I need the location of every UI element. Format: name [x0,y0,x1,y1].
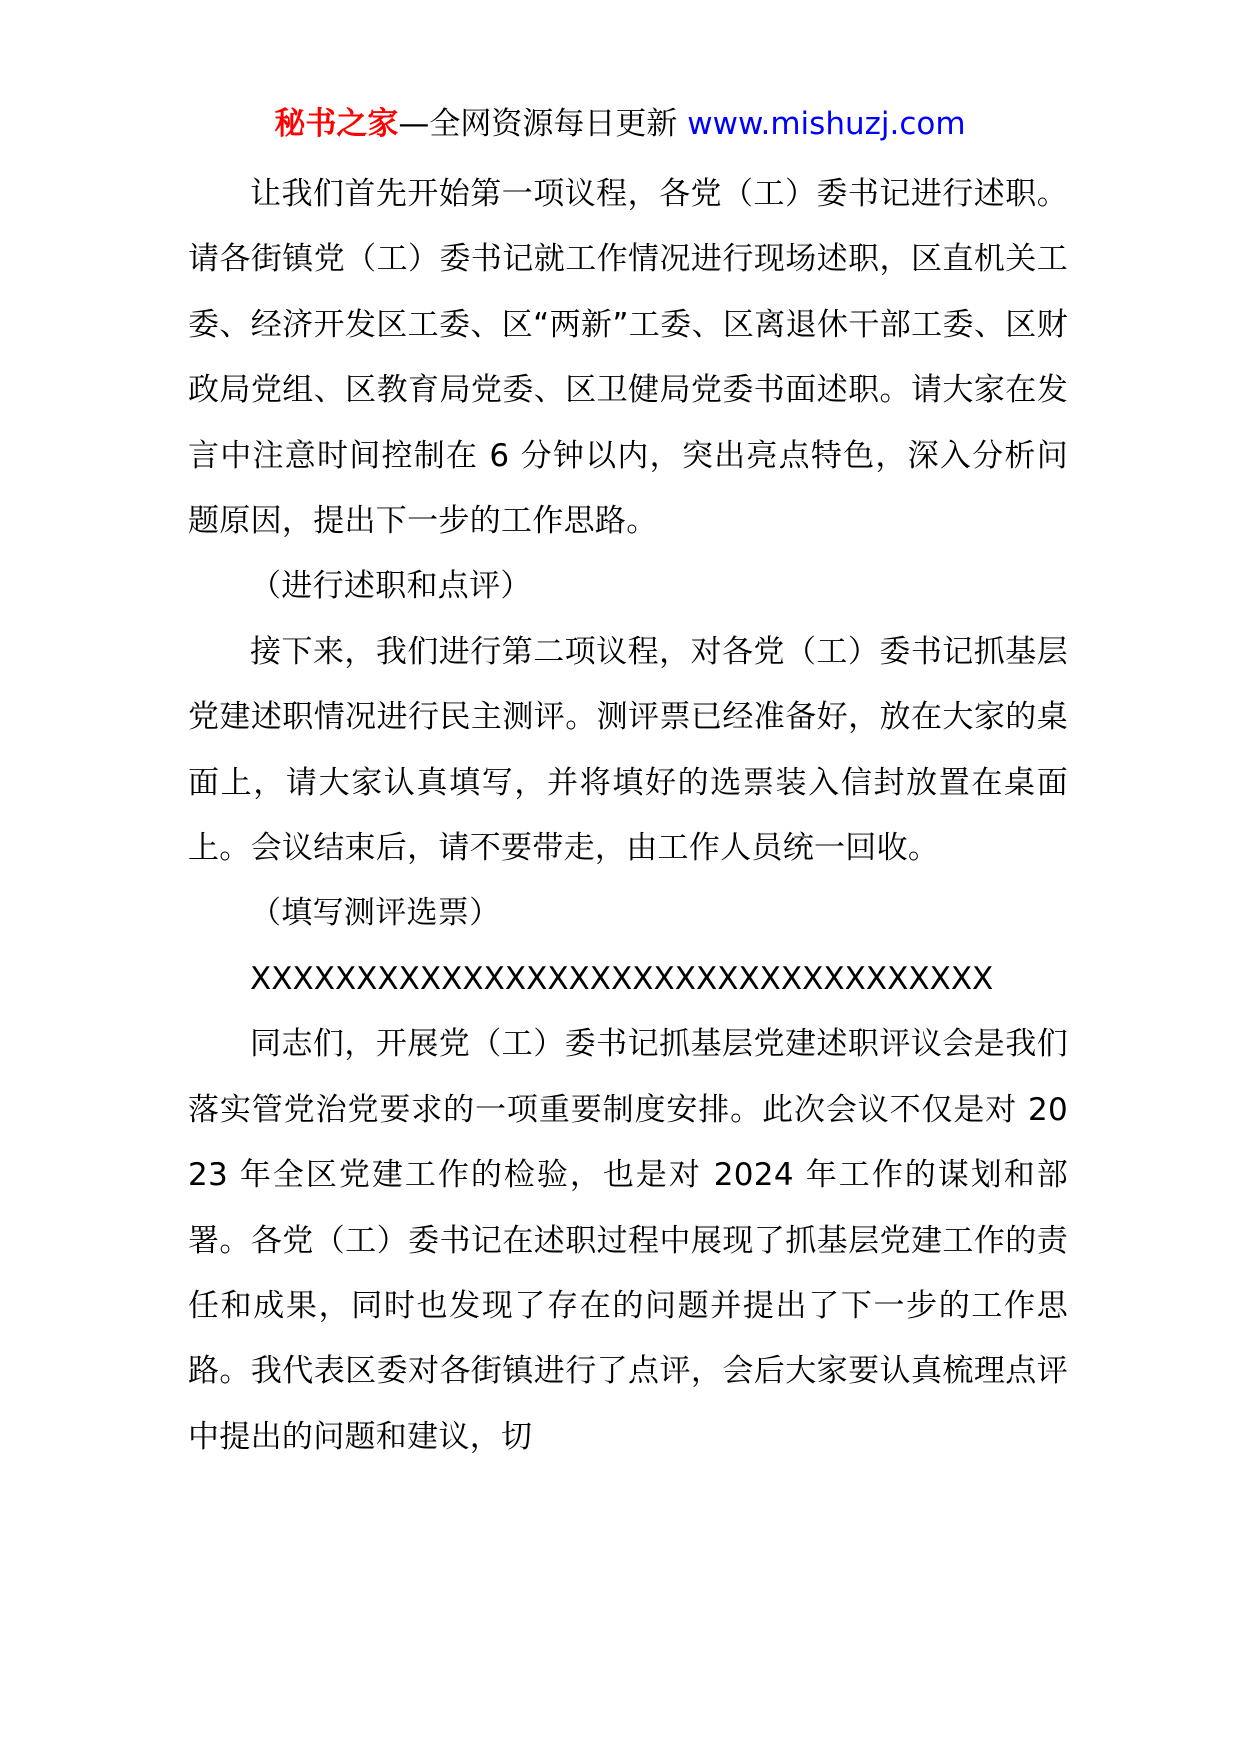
site-link[interactable]: www.mishuzj.com [687,106,966,142]
paragraph-agenda-one: 让我们首先开始第一项议程，各党（工）委书记进行述职。请各街镇党（工）委书记就工作情况进行现场述职，区直机关工委、经济开发区工委、区“两新”工委、区离退休干部工委、区财政局党组、区教育局党委、区卫健局党委书面述职。请大家在发言中注意时间控制在 6 分钟以内，突出亮点特色，深入分析问题原因，提出下一步的工作思路。 [188,176,1068,540]
paragraph-summary: 同志们，开展党（工）委书记抓基层党建述职评议会是我们落实管党治党要求的一项重要制度安排。此次会议不仅是对 2023 年全区党建工作的检验，也是对 2024 年工作的谋划和部署。各党（工）委书记在述职过程中展现了抓基层党建工作的责任和成果，同时也发现了存在的问题并提出了下一步的工作思路。我代表区委对各街镇进行了点评，会后大家要认真梳理点评中提出的问题和建议，切 [188,1026,1068,1455]
placeholder-line: XXXXXXXXXXXXXXXXXXXXXXXXXXXXXXXXXXX [250,960,994,997]
header-tagline: —全网资源每日更新 [398,106,678,142]
note-reporting: （进行述职和点评） [250,568,532,605]
brand-name: 秘书之家 [274,106,399,142]
paragraph-agenda-two: 接下来，我们进行第二项议程，对各党（工）委书记抓基层党建述职情况进行民主测评。测评票已经准备好，放在大家的桌面上，请大家认真填写，并将填好的选票装入信封放置在桌面上。会议结束后，请不要带走，由工作人员统一回收。 [188,633,1068,867]
document-body [188,162,1068,1470]
page-header [0,100,1240,148]
note-voting: （填写测评选票） [250,895,501,932]
